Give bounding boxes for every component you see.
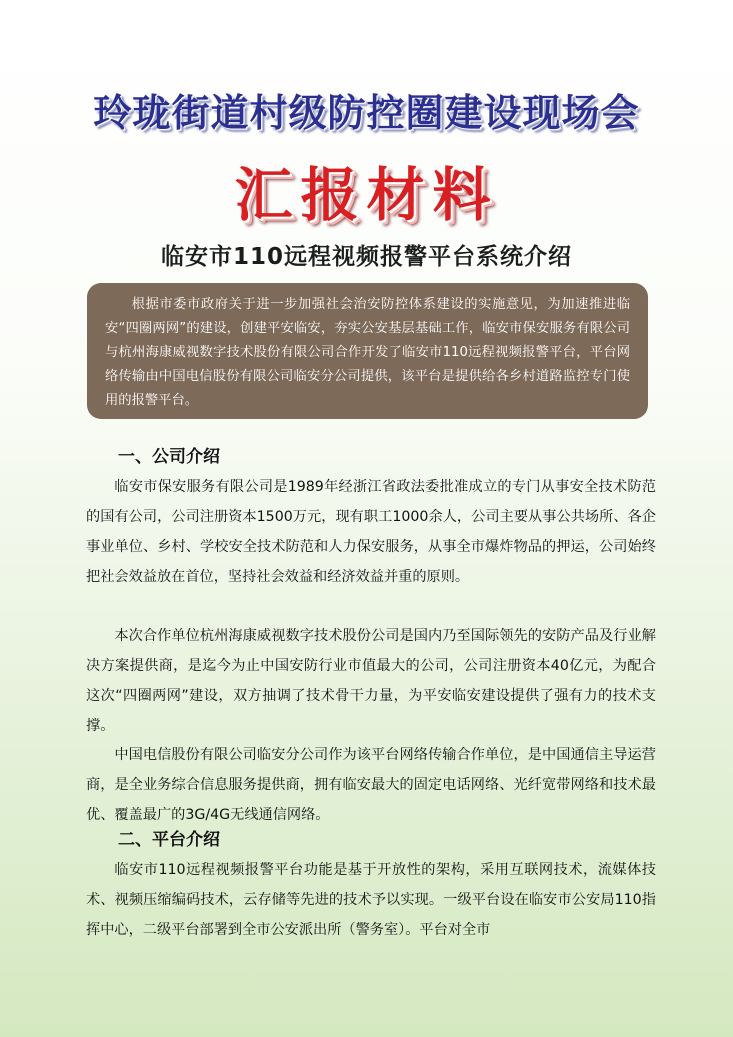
intro-summary-box: 根据市委市政府关于进一步加强社会治安防控体系建设的实施意见，为加速推进临安“四圈两网”的建设，创建平安临安，夯实公安基层基础工作，临安市保安服务有限公司与杭州海康威视数字技术股份有限公司合作开发了临安市110远程视频报警平台，平台网络传输由中国电信股份有限公司临安分公司提供，该平台是提供给各乡村道路监控专门使用的报警平台。: [87, 283, 648, 419]
paragraph-company-2: 本次合作单位杭州海康威视数字技术股份公司是国内乃至国际领先的安防产品及行业解决方案提供商，是迄今为止中国安防行业市值最大的公司，公司注册资本40亿元，为配合这次“四圈两网”建设，双方抽调了技术骨干力量，为平安临安建设提供了强有力的技术支撑。: [86, 628, 656, 734]
section-heading-platform: 二、平台介绍: [118, 830, 220, 850]
paragraph-company-3: 中国电信股份有限公司临安分公司作为该平台网络传输合作单位，是中国通信主导运营商，是全业务综合信息服务提供商，拥有临安最大的固定电话网络、光纤宽带网络和技术最优、覆盖最广的3G/4G无线通信网络。: [86, 747, 656, 823]
document-title: 临安市110远程视频报警平台系统介绍: [160, 244, 572, 270]
sub-title: 汇报材料: [234, 161, 499, 229]
section-heading-company: 一、公司介绍: [118, 447, 220, 467]
main-title: 玲珑街道村级防控圈建设现场会: [93, 90, 640, 135]
paragraph-company-1: 临安市保安服务有限公司是1989年经浙江省政法委批准成立的专门从事安全技术防范的国有公司，公司注册资本1500万元，现有职工1000余人，公司主要从事公共场所、各企事业单位、乡村、学校安全技术防范和人力保安服务，从事全市爆炸物品的押运，公司始终把社会效益放在首位，坚持社会效益和经济效益并重的原则。: [86, 479, 656, 585]
paragraph-platform-1: 临安市110远程视频报警平台功能是基于开放性的架构，采用互联网技术，流媒体技术、视频压缩编码技术，云存储等先进的技术予以实现。一级平台设在临安市公安局110指挥中心，二级平台部署到全市公安派出所（警务室）。平台对全市: [86, 862, 656, 938]
